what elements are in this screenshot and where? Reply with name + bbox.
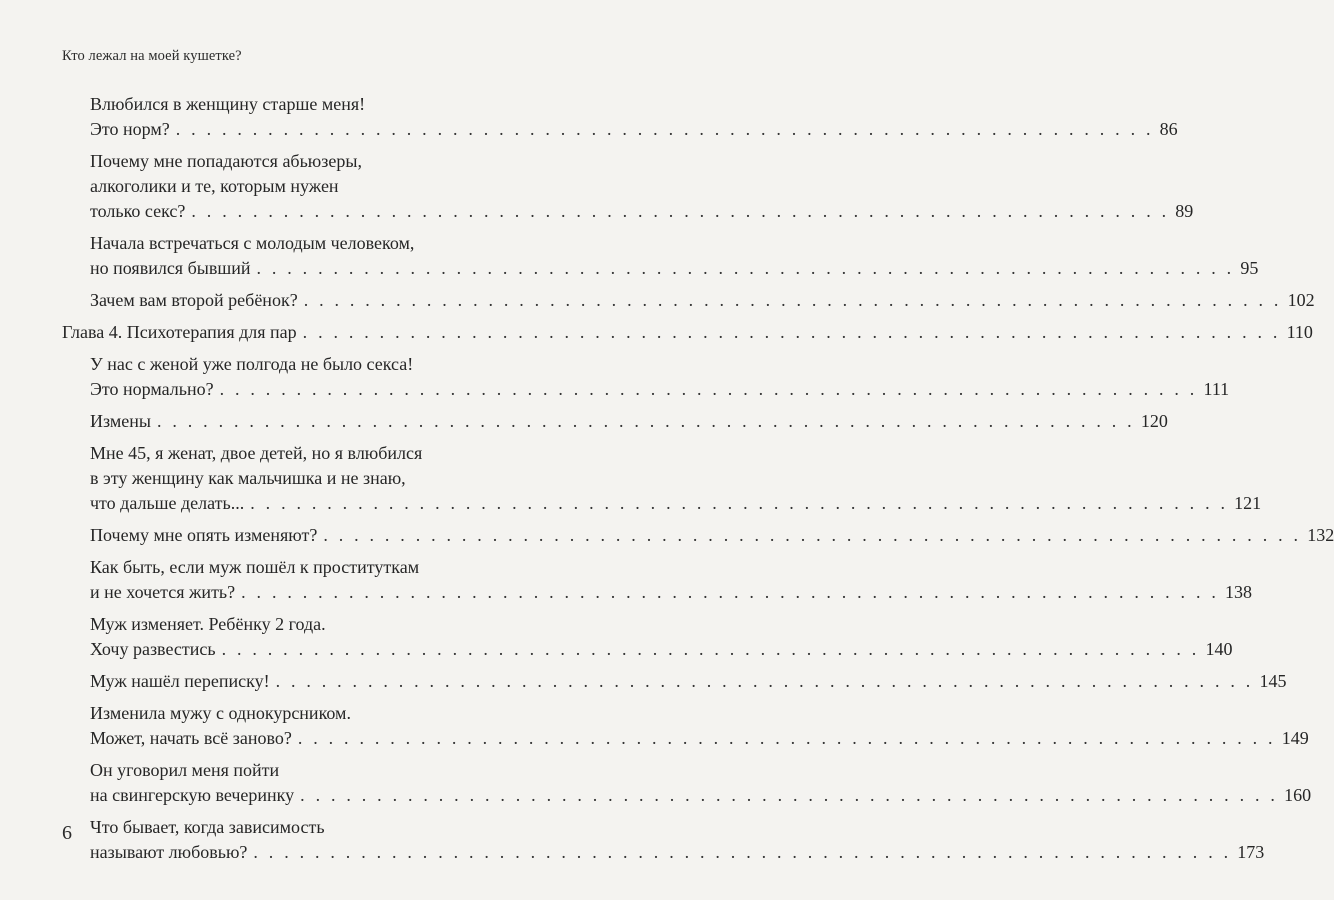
toc-line (62, 726, 1309, 751)
toc-line (62, 637, 1233, 662)
toc-title-text: Как быть, если муж пошёл к проституткам (90, 557, 420, 577)
toc-page-number: 145 (1259, 671, 1287, 691)
toc-entry (62, 409, 1168, 434)
toc-title-text: Это норм? (90, 119, 170, 139)
toc-leader-dots: . . . . . . . . . . . . . . . . . . . . . . . . . . . . . . . . . . . . . . . . . . . . . . . . . . . . . . . . . . . . . . . . (175, 119, 1154, 139)
toc-line (62, 840, 1265, 865)
toc-line (62, 669, 1287, 694)
toc-title-text: Это нормально? (90, 379, 214, 399)
toc-entry (62, 149, 1194, 224)
toc-title-text: в эту женщину как мальчишка и не знаю, (90, 468, 406, 488)
toc-line (62, 174, 483, 199)
toc-title-text: Глава 4. Психотерапия для пар (62, 322, 297, 342)
toc-page-number: 111 (1203, 379, 1230, 399)
toc-line (62, 231, 483, 256)
toc-entry (62, 701, 1309, 751)
toc-title-text: Начала встречаться с молодым человеком, (90, 233, 415, 253)
toc-title-text: У нас с женой уже полгода не было секса! (90, 354, 414, 374)
toc-line (62, 580, 1253, 605)
toc-page-number: 160 (1284, 785, 1312, 805)
toc-leader-dots: . . . . . . . . . . . . . . . . . . . . . . . . . . . . . . . . . . . . . . . . . . . . . . . . . . . . . . . . . . . . . . . . (221, 639, 1200, 659)
toc-spacer (62, 516, 483, 523)
toc-line (62, 783, 1312, 808)
toc-line (62, 149, 483, 174)
toc-title-text: Что бывает, когда зависимость (90, 817, 325, 837)
toc-page-number: 86 (1159, 119, 1178, 139)
toc-line (62, 441, 483, 466)
toc-line (62, 815, 483, 840)
toc-line (62, 320, 1313, 345)
toc-spacer (62, 434, 483, 441)
toc-entry (62, 92, 1178, 142)
toc-page-number: 120 (1140, 411, 1168, 431)
toc-title-text: на свингерскую вечеринку (90, 785, 295, 805)
toc-leader-dots: . . . . . . . . . . . . . . . . . . . . . . . . . . . . . . . . . . . . . . . . . . . . . . . . . . . . . . . . . . . . . . . . (191, 201, 1170, 221)
toc-line (62, 523, 1334, 548)
toc-leader-dots: . . . . . . . . . . . . . . . . . . . . . . . . . . . . . . . . . . . . . . . . . . . . . . . . . . . . . . . . . . . . . . . . (297, 728, 1276, 748)
toc-spacer (62, 662, 483, 669)
toc-leader-dots: . . . . . . . . . . . . . . . . . . . . . . . . . . . . . . . . . . . . . . . . . . . . . . . . . . . . . . . . . . . . . . . . (303, 290, 1282, 310)
toc-entry (62, 288, 1315, 313)
toc-spacer (62, 548, 483, 555)
toc-leader-dots: . . . . . . . . . . . . . . . . . . . . . . . . . . . . . . . . . . . . . . . . . . . . . . . . . . . . . . . . . . . . . . . . (256, 258, 1235, 278)
running-head: Кто лежал на моей кушетке? (62, 48, 242, 64)
page-number: 6 (62, 822, 72, 844)
toc-spacer (62, 224, 483, 231)
toc-leader-dots: . . . . . . . . . . . . . . . . . . . . . . . . . . . . . . . . . . . . . . . . . . . . . . . . . . . . . . . . . . . . . . . . (250, 493, 1229, 513)
toc-page-number: 138 (1225, 582, 1253, 602)
toc-line (62, 256, 1259, 281)
toc-line (62, 352, 483, 377)
toc-line (62, 117, 1178, 142)
toc-title-text: только секс? (90, 201, 186, 221)
toc-spacer (62, 402, 483, 409)
toc-title-text: Муж нашёл переписку! (90, 671, 270, 691)
toc-title-text: Муж изменяет. Ребёнку 2 года. (90, 614, 326, 634)
toc-line (62, 758, 483, 783)
toc-spacer (62, 345, 483, 352)
toc-title-text: называют любовью? (90, 842, 248, 862)
toc-chapter (62, 320, 1313, 345)
toc-entry (62, 815, 1265, 865)
toc-spacer (62, 281, 483, 288)
toc-leader-dots: . . . . . . . . . . . . . . . . . . . . . . . . . . . . . . . . . . . . . . . . . . . . . . . . . . . . . . . . . . . . . . . . (156, 411, 1135, 431)
toc-page-number: 140 (1205, 639, 1233, 659)
toc-title-text: Изменила мужу с однокурсником. (90, 703, 351, 723)
toc-entry (62, 612, 1233, 662)
toc-line (62, 701, 483, 726)
toc-title-text: Влюбился в женщину старше меня! (90, 94, 366, 114)
toc-page-number: 95 (1240, 258, 1259, 278)
toc-line (62, 555, 483, 580)
toc-title-text: Зачем вам второй ребёнок? (90, 290, 298, 310)
toc-line (62, 612, 483, 637)
toc-page-number: 149 (1281, 728, 1309, 748)
toc-entry (62, 441, 1262, 516)
toc-title-text: Может, начать всё заново? (90, 728, 292, 748)
table-of-contents (62, 92, 1334, 865)
toc-leader-dots: . . . . . . . . . . . . . . . . . . . . . . . . . . . . . . . . . . . . . . . . . . . . . . . . . . . . . . . . . . . . . . . . (323, 525, 1302, 545)
toc-leader-dots: . . . . . . . . . . . . . . . . . . . . . . . . . . . . . . . . . . . . . . . . . . . . . . . . . . . . . . . . . . . . . . . . (302, 322, 1281, 342)
toc-page-number: 173 (1237, 842, 1265, 862)
toc-spacer (62, 142, 483, 149)
toc-line (62, 409, 1168, 434)
toc-title-text: алкоголики и те, которым нужен (90, 176, 339, 196)
toc-line (62, 199, 1194, 224)
toc-title-text: Он уговорил меня пойти (90, 760, 280, 780)
toc-spacer (62, 313, 483, 320)
toc-line (62, 92, 483, 117)
toc-spacer (62, 808, 483, 815)
toc-page-number: 132 (1307, 525, 1334, 545)
toc-spacer (62, 694, 483, 701)
toc-leader-dots: . . . . . . . . . . . . . . . . . . . . . . . . . . . . . . . . . . . . . . . . . . . . . . . . . . . . . . . . . . . . . . . . (275, 671, 1254, 691)
toc-leader-dots: . . . . . . . . . . . . . . . . . . . . . . . . . . . . . . . . . . . . . . . . . . . . . . . . . . . . . . . . . . . . . . . . (219, 379, 1198, 399)
toc-title-text: но появился бывший (90, 258, 251, 278)
toc-entry (62, 555, 1253, 605)
toc-page-number: 121 (1234, 493, 1262, 513)
toc-entry (62, 523, 1334, 548)
toc-line (62, 377, 1230, 402)
toc-entry (62, 758, 1312, 808)
toc-page-number: 89 (1175, 201, 1194, 221)
toc-title-text: и не хочется жить? (90, 582, 236, 602)
toc-line (62, 288, 1315, 313)
toc-leader-dots: . . . . . . . . . . . . . . . . . . . . . . . . . . . . . . . . . . . . . . . . . . . . . . . . . . . . . . . . . . . . . . . . (241, 582, 1220, 602)
toc-leader-dots: . . . . . . . . . . . . . . . . . . . . . . . . . . . . . . . . . . . . . . . . . . . . . . . . . . . . . . . . . . . . . . . . (253, 842, 1232, 862)
toc-title-text: Почему мне попадаются абьюзеры, (90, 151, 362, 171)
toc-page-number: 102 (1287, 290, 1315, 310)
toc-spacer (62, 605, 483, 612)
toc-leader-dots: . . . . . . . . . . . . . . . . . . . . . . . . . . . . . . . . . . . . . . . . . . . . . . . . . . . . . . . . . . . . . . . . (300, 785, 1279, 805)
toc-title-text: Мне 45, я женат, двое детей, но я влюбился (90, 443, 423, 463)
toc-page-number: 110 (1286, 322, 1313, 342)
toc-title-text: Хочу развестись (90, 639, 216, 659)
toc-entry (62, 352, 1230, 402)
toc-entry (62, 231, 1259, 281)
toc-title-text: что дальше делать... (90, 493, 245, 513)
toc-title-text: Почему мне опять изменяют? (90, 525, 318, 545)
toc-line (62, 491, 1262, 516)
toc-spacer (62, 751, 483, 758)
toc-entry (62, 669, 1287, 694)
toc-line (62, 466, 483, 491)
toc-title-text: Измены (90, 411, 151, 431)
